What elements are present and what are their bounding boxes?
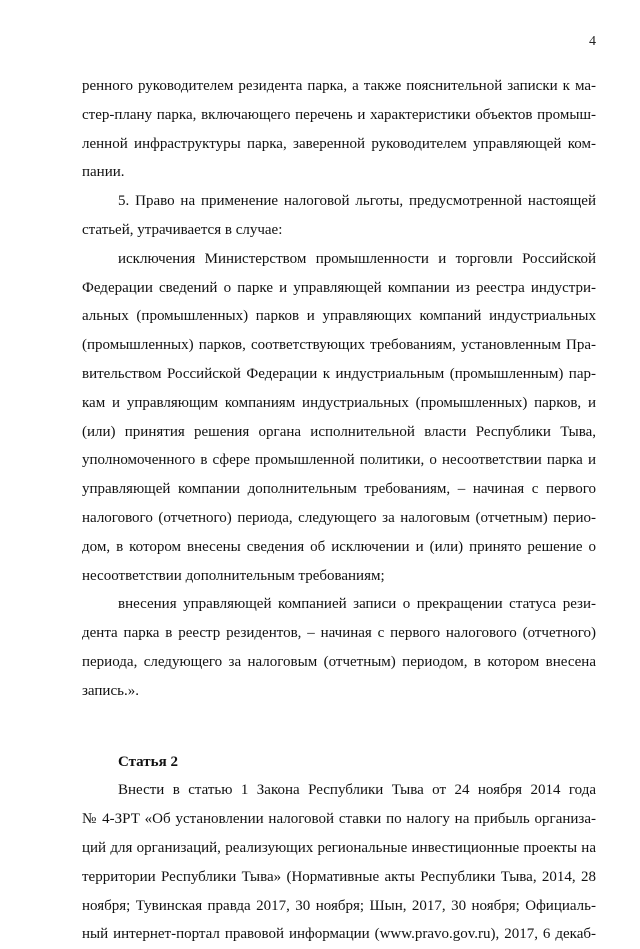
page-number: 4: [589, 34, 596, 49]
paragraph: [82, 72, 596, 187]
text-line: запись.».: [82, 682, 139, 699]
section-gap: [82, 706, 596, 748]
text-line: уполномоченного в сфере промышленной политики, о несоответствии парка и: [82, 452, 596, 469]
text-line: территории Республики Тыва» (Нормативные акты Республики Тыва, 2014, 28: [82, 868, 596, 885]
paragraph: [82, 590, 596, 705]
text-line: альных (промышленных) парков и управляющих компаний индустриальных: [82, 308, 596, 325]
text-line: ноября; Тувинская правда 2017, 30 ноября; Шын, 2017, 30 ноября; Официаль-: [82, 897, 596, 914]
text-line: (или) принятия решения органа исполнительной власти Республики Тыва,: [82, 423, 596, 440]
paragraph: [82, 245, 596, 591]
paragraph: [82, 187, 596, 245]
text-line: внесения управляющей компанией записи о прекращении статуса рези-: [118, 596, 596, 613]
text-line: (промышленных) парков, соответствующих требованиям, установленным Пра-: [82, 337, 596, 354]
text-line: вительством Российской Федерации к индустриальным (промышленным) пар-: [82, 365, 596, 382]
article-heading: Статья 2: [118, 753, 178, 770]
text-line: дента парка в реестр резидентов, – начиная с первого налогового (отчетного): [82, 625, 596, 642]
text-line: ренного руководителем резидента парка, а также пояснительной записки к ма-: [82, 78, 596, 94]
text-line: ленной инфраструктуры парка, заверенной руководителем управляющей ком-: [82, 135, 596, 152]
text-line: стер-плану парка, включающего перечень и характеристики объектов промыш-: [82, 106, 596, 123]
text-line: Федерации сведений о парке и управляющей компании из реестра индустри-: [82, 279, 596, 296]
text-line: ций для организаций, реализующих региональные инвестиционные проекты на: [82, 839, 596, 856]
text-line: 5. Право на применение налоговой льготы, предусмотренной настоящей: [118, 193, 596, 210]
text-line: кам и управляющим компаниям индустриальных (промышленных) парков, и: [82, 394, 596, 411]
paragraph: [82, 776, 596, 949]
text-line: управляющей компании дополнительным требованиям, – начиная с первого: [82, 481, 596, 498]
text-line: Внести в статью 1 Закона Республики Тыва от 24 ноября 2014 года: [118, 782, 596, 799]
text-line: периода, следующего за налоговым (отчетным) периодом, в котором внесена: [82, 653, 596, 670]
text-line: исключения Министерством промышленности и торговли Российской: [118, 250, 596, 267]
text-line: несоответствии дополнительным требованиям;: [82, 567, 385, 584]
text-line: № 4-ЗРТ «Об установлении налоговой ставки по налогу на прибыль организа-: [82, 811, 596, 828]
text-line: дом, в котором внесены сведения об исключении и (или) принято решение о: [82, 538, 596, 555]
text-line: статьей, утрачивается в случае:: [82, 221, 283, 238]
document-body: [82, 72, 596, 949]
text-line: ный интернет-портал правовой информации (www.pravo.gov.ru), 2017, 6 декаб-: [82, 926, 596, 943]
text-line: налогового (отчетного) периода, следующего за налоговым (отчетным) перио-: [82, 509, 596, 526]
text-line: пании.: [82, 164, 125, 181]
